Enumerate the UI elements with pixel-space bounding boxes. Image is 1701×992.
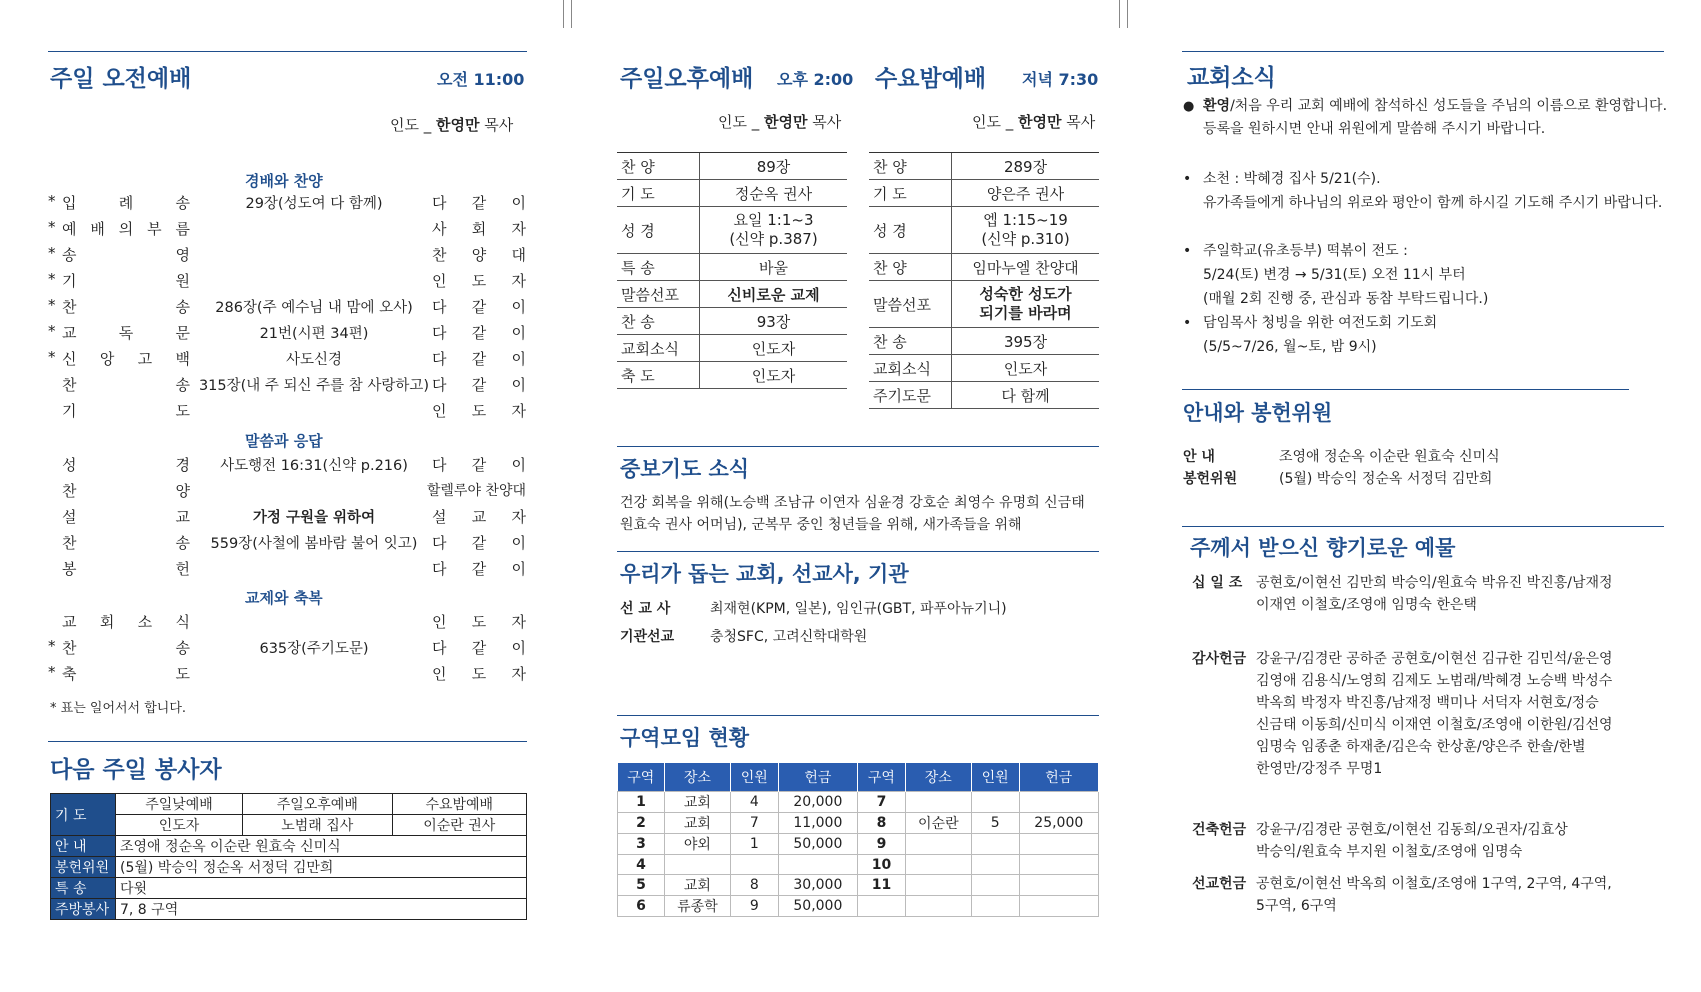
district-header-row xyxy=(618,763,1099,792)
page-separator xyxy=(563,0,564,28)
service-item-person: 할렐루야 찬양대 xyxy=(426,483,526,499)
district-cell xyxy=(971,834,1019,855)
district-row xyxy=(618,875,1099,896)
district-header-cell: 구역 xyxy=(618,763,665,792)
service-item-name: 성 경 xyxy=(62,456,190,474)
kitchen-label: 주방봉사 xyxy=(51,899,116,920)
page-separator xyxy=(571,0,572,28)
district-header-cell: 인원 xyxy=(971,763,1019,792)
district-cell: 야외 xyxy=(664,834,730,855)
district-cell xyxy=(971,896,1019,917)
service-item-person: 다 같 이 xyxy=(432,560,526,578)
service-table-row xyxy=(617,180,847,207)
service-table-row xyxy=(869,207,1099,254)
standing-mark: * xyxy=(48,322,56,340)
district-cell: 류종학 xyxy=(664,896,730,917)
service-table-label: 말씀선포 xyxy=(617,281,700,308)
service-item-person: 다 같 이 xyxy=(432,324,526,342)
service-table-row xyxy=(617,335,847,362)
service-item-name: 교 회 소 식 xyxy=(62,613,190,631)
page-separator xyxy=(1119,0,1120,28)
missions-title: 우리가 돕는 교회, 선교사, 기관 xyxy=(620,562,909,586)
service-row xyxy=(48,322,526,346)
district-cell: 교회 xyxy=(664,813,730,834)
morning-leader: 인도 _ 한영만 목사 xyxy=(390,116,514,134)
district-cell xyxy=(905,792,971,813)
service-item-name: 찬 양 xyxy=(62,482,190,500)
service-table-row xyxy=(869,254,1099,281)
service-item-person: 인 도 자 xyxy=(432,272,526,290)
gift-names: 강윤구/김경란 공현호/이현선 김동희/오권자/김효상 박승익/원효숙 부지원 이철호/조영애 임명숙 xyxy=(1256,822,1568,860)
special-song-label: 특 송 xyxy=(51,878,116,899)
wednesday-title: 수요밤예배 xyxy=(875,66,987,92)
service-item-name: 예 배 의 부 름 xyxy=(62,220,190,238)
service-table-value: 인도자 xyxy=(700,335,848,362)
usher-names: 조영애 정순옥 이순란 원효숙 신미식 xyxy=(116,836,527,857)
morning-title: 주일 오전예배 xyxy=(50,66,192,92)
heading-rule xyxy=(48,51,527,52)
heading-rule xyxy=(617,715,1099,716)
service-item-name: 송 영 xyxy=(62,246,190,264)
district-cell: 7 xyxy=(730,813,778,834)
service-row xyxy=(48,480,526,504)
service-table-row xyxy=(617,254,847,281)
district-cell xyxy=(971,855,1019,875)
service-item-person: 다 같 이 xyxy=(432,534,526,552)
afternoon-leader: 인도 _ 한영만 목사 xyxy=(718,113,842,131)
service-row xyxy=(48,532,526,556)
service-item-name: 축 도 xyxy=(62,665,190,683)
district-row xyxy=(618,834,1099,855)
service-table-row xyxy=(617,207,847,254)
standing-mark: * xyxy=(48,192,56,210)
service-item-content: 286장(주 예수님 내 맘에 오사) xyxy=(215,300,413,316)
district-cell: 2 xyxy=(618,813,665,834)
district-cell xyxy=(905,896,971,917)
service-item-name: 찬 송 xyxy=(62,376,190,394)
prayer-label: 기 도 xyxy=(51,794,116,836)
service-table-row xyxy=(617,281,847,308)
prayer-sunday-morning: 인도자 xyxy=(116,815,243,836)
service-table-label: 말씀선포 xyxy=(869,281,952,328)
kitchen-groups: 7, 8 구역 xyxy=(116,899,527,920)
service-table-row xyxy=(869,180,1099,207)
section-heading-worship: 경배와 찬양 xyxy=(245,172,323,190)
service-item-content: 사도신경 xyxy=(285,352,343,368)
district-cell: 교회 xyxy=(664,875,730,896)
service-row xyxy=(48,348,526,372)
service-table-row xyxy=(869,382,1099,409)
service-item-content: 가정 구원을 위하여 xyxy=(252,510,376,526)
heading-rule xyxy=(617,446,1099,447)
service-table-value: 정순옥 권사 xyxy=(700,180,848,207)
service-row xyxy=(48,218,526,242)
service-table-row xyxy=(617,362,847,389)
district-cell: 30,000 xyxy=(778,875,857,896)
district-cell xyxy=(1019,855,1098,875)
header-wednesday: 수요밤예배 xyxy=(392,794,526,815)
service-table-label: 주기도문 xyxy=(869,382,952,409)
service-item-name: 설 교 xyxy=(62,508,190,526)
district-cell: 5 xyxy=(618,875,665,896)
special-song-name: 다윗 xyxy=(116,878,527,899)
service-table-value: 89장 xyxy=(700,153,848,180)
service-item-person: 인 도 자 xyxy=(432,402,526,420)
district-cell: 8 xyxy=(858,813,906,834)
service-item-person: 인 도 자 xyxy=(432,665,526,683)
header-sunday-morning: 주일낮예배 xyxy=(116,794,243,815)
district-cell: 7 xyxy=(858,792,906,813)
service-item-name: 기 원 xyxy=(62,272,190,290)
service-item-name: 봉 헌 xyxy=(62,560,190,578)
wednesday-service-table xyxy=(869,153,1099,409)
afternoon-title: 주일오후예배 xyxy=(620,66,754,92)
district-cell: 교회 xyxy=(664,792,730,813)
district-header-cell: 구역 xyxy=(858,763,906,792)
service-row xyxy=(48,296,526,320)
standing-mark: * xyxy=(48,218,56,236)
district-cell: 25,000 xyxy=(1019,813,1098,834)
service-item-person: 다 같 이 xyxy=(432,456,526,474)
district-cell: 1 xyxy=(730,834,778,855)
standing-mark: * xyxy=(48,244,56,262)
district-header-cell: 헌금 xyxy=(778,763,857,792)
district-cell: 50,000 xyxy=(778,834,857,855)
district-header-cell: 장소 xyxy=(905,763,971,792)
next-week-title: 다음 주일 봉사자 xyxy=(50,757,222,783)
gift-names: 강윤구/김경란 공하준 공현호/이현선 김규한 김민석/윤은영 김영애 김용식/노영희 김제도 노범래/박혜경 노승백 박성수 박옥희 박정자 박진흥/남재정 백미나 서덕자 서현호/정승 신금태 이동희/신미식 이재연 이철호/조영애 이한원/김선영 임명숙 임종춘 하재춘/김은숙 한상훈/양은주 한솔/한별 한영만/강정주 무명1 xyxy=(1256,651,1613,777)
service-item-person: 설 교 자 xyxy=(432,508,526,526)
standing-mark: * xyxy=(48,663,56,681)
service-table-value: 인도자 xyxy=(952,355,1100,382)
service-table-label: 기 도 xyxy=(617,180,700,207)
district-cell: 10 xyxy=(858,855,906,875)
intercession-text: 건강 회복을 위해(노승백 조남규 이연자 심윤경 강호순 최영수 유명희 신금태 원효숙 권사 어머님), 군복무 중인 청년들을 위해, 새가족들을 위해 xyxy=(620,495,1085,533)
gift-label: 건축헌금 xyxy=(1192,822,1247,838)
wednesday-time: 저녁 7:30 xyxy=(1022,70,1099,89)
service-item-name: 신 앙 고 백 xyxy=(62,350,190,368)
service-item-name: 찬 송 xyxy=(62,298,190,316)
district-cell: 4 xyxy=(618,855,665,875)
district-cell xyxy=(905,834,971,855)
service-table-label: 교회소식 xyxy=(617,335,700,362)
standing-mark: * xyxy=(48,637,56,655)
service-table-value: 다 함께 xyxy=(952,382,1100,409)
usher-label: 안 내 xyxy=(51,836,116,857)
header-sunday-afternoon: 주일오후예배 xyxy=(243,794,392,815)
standing-mark: * xyxy=(48,270,56,288)
service-table-value: 요일 1:1~3 (신약 p.387) xyxy=(700,207,848,254)
gift-label: 선교헌금 xyxy=(1192,876,1247,892)
service-table-label: 특 송 xyxy=(617,254,700,281)
service-table-row xyxy=(869,153,1099,180)
service-table-value: 바울 xyxy=(700,254,848,281)
service-table-label: 성 경 xyxy=(617,207,700,254)
district-title: 구역모임 현황 xyxy=(620,726,750,750)
district-cell xyxy=(664,855,730,875)
service-table-label: 찬 송 xyxy=(869,328,952,355)
district-cell xyxy=(1019,875,1098,896)
district-header-cell: 헌금 xyxy=(1019,763,1098,792)
offering-label: 봉헌위원 xyxy=(51,857,116,878)
service-item-name: 교 독 문 xyxy=(62,324,190,342)
district-cell: 9 xyxy=(858,834,906,855)
service-item-person: 다 같 이 xyxy=(432,194,526,212)
wednesday-leader: 인도 _ 한영만 목사 xyxy=(972,113,1096,131)
district-meeting-table xyxy=(617,763,1099,917)
service-item-person: 인 도 자 xyxy=(432,613,526,631)
service-table-value: 엡 1:15~19 (신약 p.310) xyxy=(952,207,1100,254)
service-item-person: 사 회 자 xyxy=(432,220,526,238)
district-cell: 20,000 xyxy=(778,792,857,813)
service-table-label: 찬 양 xyxy=(869,153,952,180)
service-table-value: 395장 xyxy=(952,328,1100,355)
district-cell: 5 xyxy=(971,813,1019,834)
district-cell: 11,000 xyxy=(778,813,857,834)
service-item-person: 찬 양 대 xyxy=(432,246,526,264)
service-table-row xyxy=(869,281,1099,328)
service-item-content: 635장(주기도문) xyxy=(259,641,369,657)
heading-rule xyxy=(617,551,1099,552)
service-table-label: 찬 송 xyxy=(617,308,700,335)
service-item-person: 다 같 이 xyxy=(432,298,526,316)
service-table-label: 교회소식 xyxy=(869,355,952,382)
district-cell: 이순란 xyxy=(905,813,971,834)
guides-title: 안내와 봉헌위원 xyxy=(1183,401,1333,425)
gift-names: 공현호/이현선 박옥희 이철호/조영애 1구역, 2구역, 4구역, 5구역, 6구역 xyxy=(1256,876,1612,914)
district-header-cell: 장소 xyxy=(664,763,730,792)
guides-list: 안 내 조영애 정순옥 이순란 원효숙 신미식 봉헌위원 (5월) 박승익 정순옥 서정덕 김만희 xyxy=(1183,449,1500,487)
district-cell: 4 xyxy=(730,792,778,813)
service-table-label: 찬 양 xyxy=(869,254,952,281)
district-cell: 11 xyxy=(858,875,906,896)
service-row xyxy=(48,611,526,635)
service-row xyxy=(48,270,526,294)
service-row xyxy=(48,558,526,582)
gifts-title: 주께서 받으신 향기로운 예물 xyxy=(1190,536,1456,560)
heading-rule xyxy=(48,741,527,742)
service-row xyxy=(48,454,526,478)
service-row xyxy=(48,374,526,398)
service-table-label: 축 도 xyxy=(617,362,700,389)
district-row xyxy=(618,813,1099,834)
news-title: 교회소식 xyxy=(1187,65,1276,91)
district-cell xyxy=(858,896,906,917)
service-item-name: 찬 송 xyxy=(62,639,190,657)
afternoon-time: 오후 2:00 xyxy=(777,70,854,89)
service-row xyxy=(48,637,526,661)
prayer-sunday-afternoon: 노범래 집사 xyxy=(243,815,392,836)
service-table-value: 인도자 xyxy=(700,362,848,389)
service-item-content: 559장(사철에 봄바람 불어 잇고) xyxy=(210,536,418,552)
district-cell: 8 xyxy=(730,875,778,896)
service-table-row xyxy=(869,355,1099,382)
district-cell xyxy=(1019,792,1098,813)
section-heading-word: 말씀과 응답 xyxy=(245,432,323,450)
district-cell xyxy=(905,875,971,896)
heading-rule xyxy=(1182,526,1664,527)
service-table-label: 기 도 xyxy=(869,180,952,207)
afternoon-service-table xyxy=(617,153,847,389)
service-row xyxy=(48,506,526,530)
service-item-person: 다 같 이 xyxy=(432,350,526,368)
service-table-value: 양은주 권사 xyxy=(952,180,1100,207)
district-cell xyxy=(971,792,1019,813)
district-cell xyxy=(1019,896,1098,917)
service-table-row xyxy=(869,328,1099,355)
service-item-person: 다 같 이 xyxy=(432,639,526,657)
prayer-wednesday: 이순란 권사 xyxy=(392,815,526,836)
heading-rule xyxy=(1182,51,1664,52)
district-cell: 1 xyxy=(618,792,665,813)
district-cell xyxy=(971,875,1019,896)
district-row xyxy=(618,855,1099,875)
gift-label: 십 일 조 xyxy=(1192,575,1243,591)
gift-names: 공현호/이현선 김만희 박승익/원효숙 박유진 박진흥/남재정 이재연 이철호/조영애 임명숙 한은택 xyxy=(1256,575,1613,613)
district-cell xyxy=(905,855,971,875)
district-row xyxy=(618,792,1099,813)
district-cell: 9 xyxy=(730,896,778,917)
service-item-name: 찬 송 xyxy=(62,534,190,552)
service-row xyxy=(48,244,526,268)
missions-list: 선 교 사 최재현(KPM, 일본), 임인규(GBT, 파푸아뉴기니) 기관선교 충청SFC, 고려신학대학원 xyxy=(620,601,1007,645)
district-row xyxy=(618,896,1099,917)
page-separator xyxy=(1127,0,1128,28)
district-cell xyxy=(730,855,778,875)
service-table-value: 성숙한 성도가 되기를 바라며 xyxy=(952,281,1100,328)
service-item-content: 315장(내 주 되신 주를 참 사랑하고) xyxy=(198,378,430,394)
district-cell xyxy=(1019,834,1098,855)
service-table-value: 신비로운 교제 xyxy=(700,281,848,308)
morning-time: 오전 11:00 xyxy=(437,70,525,89)
district-cell: 50,000 xyxy=(778,896,857,917)
offering-names: (5월) 박승익 정순옥 서정덕 김만희 xyxy=(116,857,527,878)
district-cell: 3 xyxy=(618,834,665,855)
service-item-content: 29장(성도여 다 함께) xyxy=(245,196,383,212)
service-item-person: 다 같 이 xyxy=(432,376,526,394)
service-table-label: 찬 양 xyxy=(617,153,700,180)
service-table-value: 289장 xyxy=(952,153,1100,180)
service-item-name: 입 례 송 xyxy=(62,194,190,212)
service-table-row xyxy=(617,308,847,335)
service-row xyxy=(48,663,526,687)
district-cell xyxy=(778,855,857,875)
standing-note: * 표는 일어서서 합니다. xyxy=(50,701,187,716)
service-row xyxy=(48,192,526,216)
service-table-value: 임마누엘 찬양대 xyxy=(952,254,1100,281)
standing-mark: * xyxy=(48,296,56,314)
service-item-name: 기 도 xyxy=(62,402,190,420)
service-table-label: 성 경 xyxy=(869,207,952,254)
district-cell: 6 xyxy=(618,896,665,917)
service-table-row xyxy=(617,153,847,180)
gift-label: 감사헌금 xyxy=(1192,651,1247,667)
section-heading-fellowship: 교제와 축복 xyxy=(245,589,323,607)
intercession-title: 중보기도 소식 xyxy=(620,457,750,481)
service-item-content: 21번(시편 34편) xyxy=(259,326,369,342)
standing-mark: * xyxy=(48,348,56,366)
next-week-servers-table xyxy=(50,793,527,920)
service-item-content: 사도행전 16:31(신약 p.216) xyxy=(220,458,408,474)
district-header-cell: 인원 xyxy=(730,763,778,792)
heading-rule xyxy=(1182,389,1629,390)
service-row xyxy=(48,400,526,424)
service-table-value: 93장 xyxy=(700,308,848,335)
